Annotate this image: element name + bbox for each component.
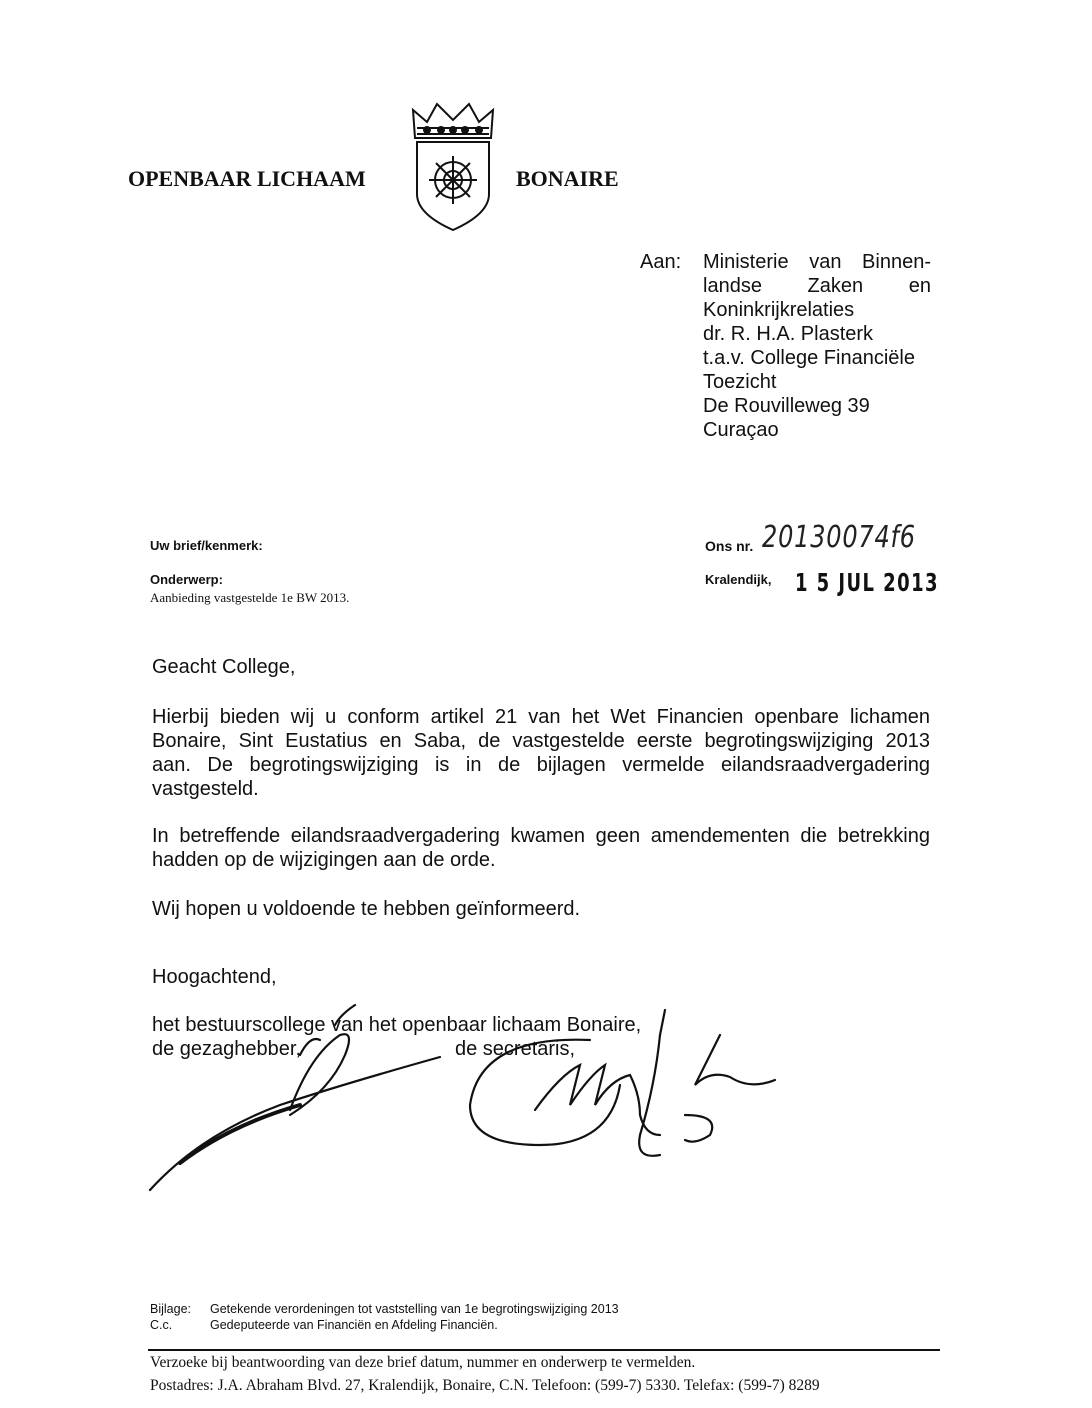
recipient-address — [703, 250, 931, 442]
signatory-body: het bestuurscollege van het openbaar lichaam Bonaire, — [152, 1014, 642, 1036]
cc-text: Gedeputeerde van Financiën en Afdeling Financiën. — [210, 1318, 498, 1332]
your-ref-label: Uw brief/kenmerk: — [150, 538, 263, 553]
enclosure-label: Bijlage: — [150, 1302, 191, 1316]
place-label: Kralendijk, — [705, 572, 772, 587]
enclosure-text: Getekende verordeningen tot vaststelling van 1e begrotingswijziging 2013 — [210, 1302, 619, 1316]
address-line: Ministerie van Binnen- — [703, 251, 931, 273]
subject-label: Onderwerp: — [150, 572, 223, 587]
letterhead-right: BONAIRE — [516, 166, 619, 191]
date-stamp: 1 5 JUL 2013 — [795, 568, 940, 597]
address-line: dr. R. H.A. Plasterk — [703, 323, 874, 345]
footer-divider — [148, 1349, 940, 1351]
our-ref-label: Ons nr. — [705, 538, 754, 554]
signatory-left: de gezaghebber, — [152, 1038, 302, 1060]
footer-line-1: Verzoeke bij beantwoording van deze brief datum, nummer en onderwerp te vermelden. — [150, 1354, 696, 1371]
text-line: Wij hopen u voldoende te hebben geïnformeerd. — [152, 898, 581, 920]
paragraph-2 — [152, 824, 930, 872]
letterhead-left: OPENBAAR LICHAAM — [128, 166, 366, 191]
address-line: Curaçao — [703, 419, 779, 441]
signatory-right: de secretaris, — [455, 1038, 576, 1060]
text-line: In betreffende eilandsraadvergadering kwamen geen amendementen die betrekking — [152, 825, 930, 847]
address-line: Koninkrijkrelaties — [703, 299, 855, 321]
closing: Hoogachtend, — [152, 966, 277, 988]
text-line: Hierbij bieden wij u conform artikel 21 van het Wet Financien openbare lichamen — [152, 706, 930, 728]
text-line: aan. De begrotingswijziging is in de bijlagen vermelde eilandsraadvergadering — [152, 754, 930, 776]
address-line: landse Zaken en — [703, 275, 931, 297]
subject-text: Aanbieding vastgestelde 1e BW 2013. — [150, 590, 350, 605]
text-line: vastgesteld. — [152, 778, 259, 800]
coat-of-arms-crest-icon — [405, 98, 501, 232]
paragraph-3 — [152, 897, 930, 921]
footer-line-2: Postadres: J.A. Abraham Blvd. 27, Kralendijk, Bonaire, C.N. Telefoon: (599-7) 5330. Telefax: (599-7) 8289 — [150, 1377, 820, 1394]
text-line: hadden op de wijzigingen aan de orde. — [152, 849, 496, 871]
salutation: Geacht College, — [152, 656, 296, 678]
handwritten-signatures — [140, 995, 800, 1195]
paragraph-1 — [152, 705, 930, 801]
cc-label: C.c. — [150, 1318, 173, 1332]
address-line: Toezicht — [703, 371, 777, 393]
recipient-label: Aan: — [640, 251, 682, 273]
our-ref-number: 20130074f6 — [762, 520, 916, 555]
address-line: t.a.v. College Financiële — [703, 347, 915, 369]
address-line: De Rouvilleweg 39 — [703, 395, 870, 417]
text-line: Bonaire, Sint Eustatius en Saba, de vastgestelde eerste begrotingswijziging 2013 — [152, 730, 930, 752]
